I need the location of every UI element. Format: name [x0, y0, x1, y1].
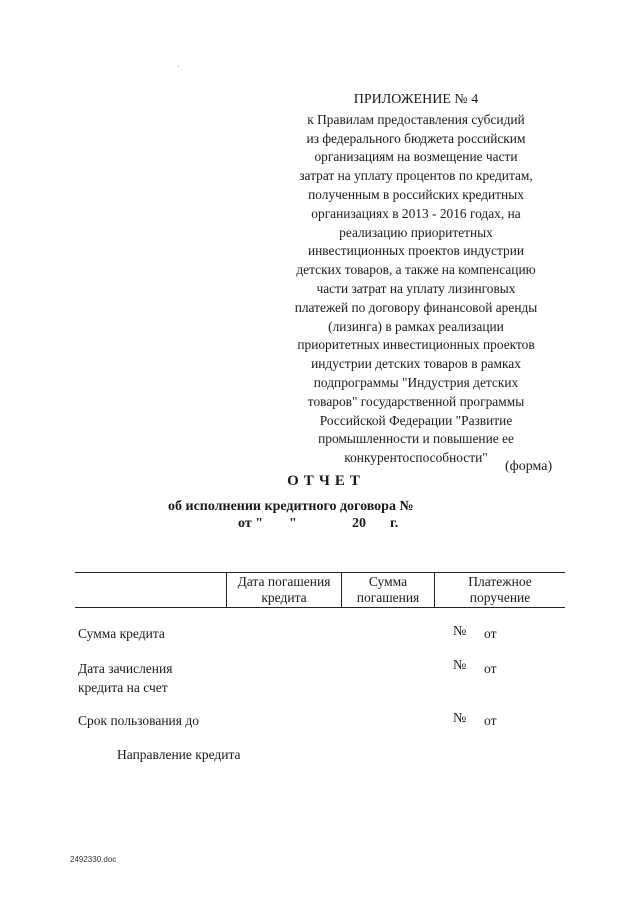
appendix-line: организациям на возмещение части: [314, 149, 518, 165]
appendix-line: подпрограммы "Индустрия детских: [313, 374, 519, 390]
row-label-credit-date: [78, 659, 172, 697]
appendix-line: товаров" государственной программы: [307, 393, 525, 409]
from-label: от: [484, 626, 497, 641]
footer-file-code: 2492330.doc: [70, 855, 117, 864]
appendix-title: ПРИЛОЖЕНИЕ № 4: [353, 92, 479, 107]
appendix-line: реализацию приоритетных: [339, 224, 493, 240]
column-header-repayment-date: [227, 573, 341, 607]
table-header: [75, 572, 565, 608]
appendix-line: инвестиционных проектов индустрии: [307, 243, 525, 259]
column-header-repayment-amount: [342, 573, 434, 607]
column-header-line: Сумма: [368, 574, 408, 589]
report-title: ОТЧЕТ: [287, 473, 365, 489]
number-sign: №: [453, 624, 467, 639]
column-header-line: погашения: [356, 590, 420, 605]
appendix-block: [272, 91, 560, 468]
appendix-line: Российской Федерации "Развитие: [319, 412, 513, 428]
appendix-line: индустрии детских товаров в рамках: [311, 356, 521, 372]
number-sign: №: [453, 711, 467, 726]
scan-speck: [178, 66, 179, 67]
from-label: от: [484, 713, 497, 728]
appendix-line: платежей по договору финансовой аренды: [294, 299, 538, 315]
appendix-line: (лизинга) в рамках реализации: [328, 318, 504, 334]
report-subtitle: об исполнении кредитного договора №: [168, 499, 414, 514]
appendix-line: промышленности и повышение ее: [318, 431, 514, 447]
report-date-year: 20: [352, 516, 366, 531]
row-label-loan-amount: [78, 624, 165, 643]
appendix-line: полученным в российских кредитных: [308, 186, 524, 202]
column-header-line: Дата погашения: [237, 574, 331, 589]
column-header-line: Платежное: [468, 574, 532, 589]
column-header-line: кредита: [261, 590, 307, 605]
appendix-line: организациях в 2013 - 2016 годах, на: [311, 205, 521, 221]
appendix-line: из федерального бюджета российским: [306, 130, 526, 146]
report-date-from: от ": [238, 516, 263, 531]
row-label-line: Сумма кредита: [78, 626, 165, 641]
column-header-payment-order: [435, 573, 565, 607]
appendix-line: затрат на уплату процентов по кредитам,: [299, 168, 533, 184]
row-label-line: Срок пользования до: [78, 713, 199, 728]
appendix-line: детских товаров, а также на компенсацию: [296, 262, 536, 278]
appendix-line: приоритетных инвестиционных проектов: [297, 337, 535, 353]
report-date-suffix: г.: [390, 516, 399, 531]
appendix-line: части затрат на уплату лизинговых: [316, 280, 516, 296]
row-label-line: кредита на счет: [78, 680, 168, 695]
from-label: от: [484, 661, 497, 676]
row-label-usage-term: [78, 711, 199, 730]
appendix-line: к Правилам предоставления субсидий: [307, 111, 525, 127]
form-note: (форма): [505, 459, 553, 474]
column-header-line: поручение: [469, 590, 531, 605]
credit-direction-label: Направление кредита: [117, 747, 241, 762]
appendix-line: конкурентоспособности": [344, 450, 488, 466]
report-date-quote: ": [289, 516, 297, 531]
number-sign: №: [453, 658, 467, 673]
row-label-line: Дата зачисления: [78, 661, 173, 676]
